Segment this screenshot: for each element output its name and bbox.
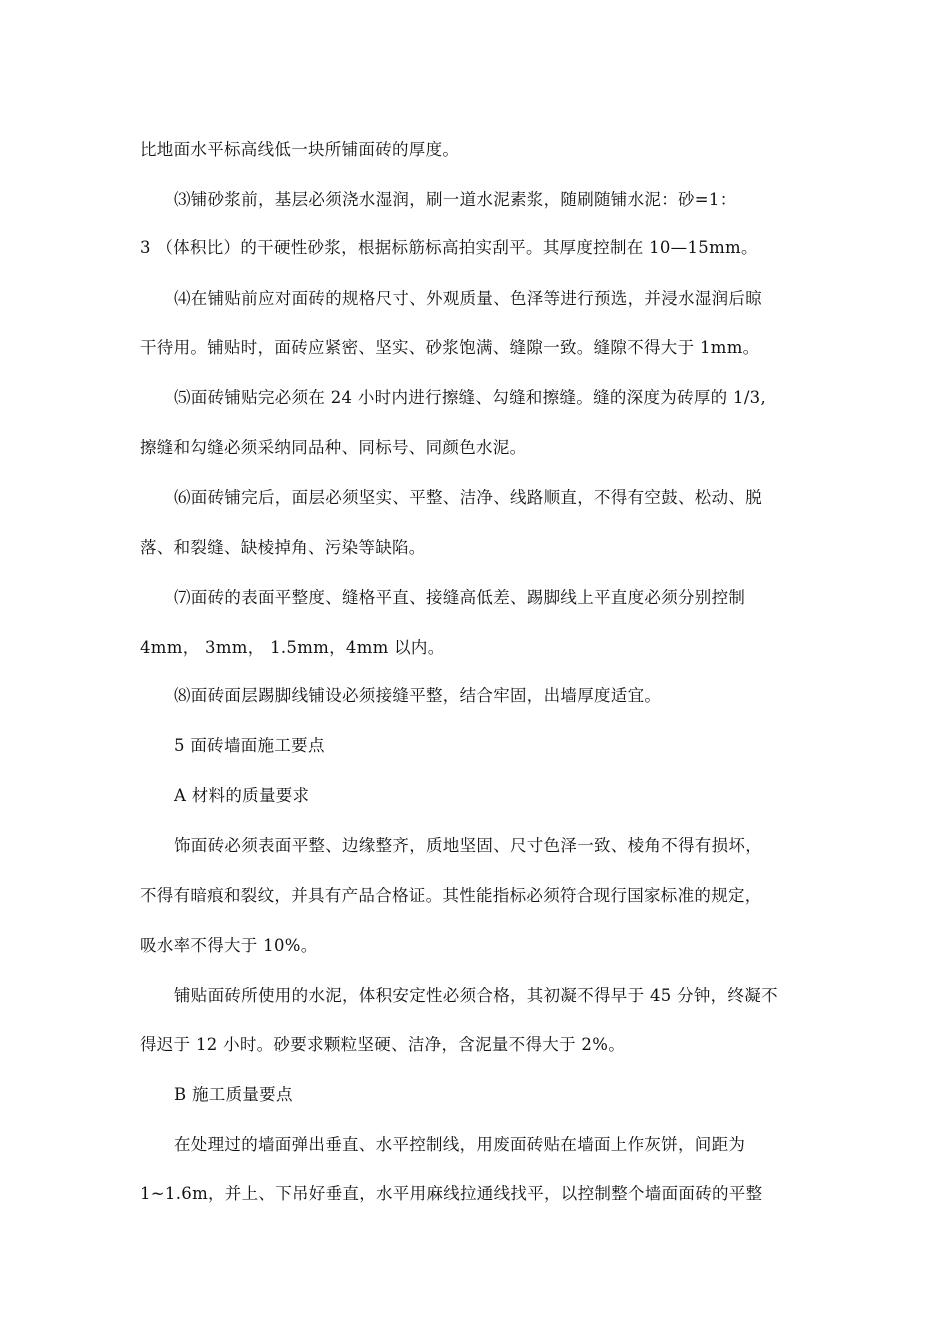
text-line: ⑶铺砂浆前，基层必须浇水湿润，刷一道水泥素浆，随刷随铺水泥：砂=1： [174, 190, 737, 209]
section-heading: 5 面砖墙面施工要点 [174, 736, 325, 755]
text-line: 落、和裂缝、缺棱掉角、污染等缺陷。 [140, 538, 426, 557]
text-line: ⑸面砖铺贴完必须在 24 小时内进行擦缝、勾缝和擦缝。缝的深度为砖厚的 1/3, [174, 388, 767, 407]
text-line: ⑺面砖的表面平整度、缝格平直、接缝高低差、踢脚线上平直度必须分别控制 [174, 588, 746, 607]
text-line: 饰面砖必须表面平整、边缘整齐，质地坚固、尺寸色泽一致、棱角不得有损坏， [174, 836, 762, 855]
subsection-heading: B 施工质量要点 [174, 1085, 293, 1104]
text-line: 4mm， 3mm， 1.5mm，4mm 以内。 [140, 638, 445, 657]
text-line: 铺贴面砖所使用的水泥，体积安定性必须合格，其初凝不得早于 45 分钟，终凝不 [174, 986, 778, 1005]
text-line: 不得有暗痕和裂纹，并具有产品合格证。其性能指标必须符合现行国家标准的规定， [140, 886, 762, 905]
text-line: ⑷在铺贴前应对面砖的规格尺寸、外观质量、色泽等进行预选，并浸水湿润后晾 [174, 289, 762, 308]
text-line: 1~1.6m，并上、下吊好垂直，水平用麻线拉通线找平，以控制整个墙面面砖的平整 [140, 1184, 763, 1203]
subsection-heading: A 材料的质量要求 [174, 786, 310, 805]
text-line: 干待用。铺贴时，面砖应紧密、坚实、砂浆饱满、缝隙一致。缝隙不得大于 1mm。 [140, 338, 760, 357]
text-line: 比地面水平标高线低一块所铺面砖的厚度。 [140, 140, 460, 159]
text-line: ⑻面砖面层踢脚线铺设必须接缝平整，结合牢固，出墙厚度适宜。 [174, 686, 662, 705]
text-line: 3 （体积比）的干硬性砂浆，根据标筋标高拍实刮平。其厚度控制在 10—15mm。 [140, 238, 758, 257]
text-line: 在处理过的墙面弹出垂直、水平控制线，用废面砖贴在墙面上作灰饼，间距为 [174, 1135, 746, 1154]
text-line: 得迟于 12 小时。砂要求颗粒坚硬、洁净，含泥量不得大于 2%。 [140, 1035, 626, 1054]
text-line: ⑹面砖铺完后，面层必须坚实、平整、洁净、线路顺直，不得有空鼓、松动、脱 [174, 488, 762, 507]
text-line: 擦缝和勾缝必须采纳同品种、同标号、同颜色水泥。 [140, 438, 527, 457]
text-line: 吸水率不得大于 10%。 [140, 936, 318, 955]
